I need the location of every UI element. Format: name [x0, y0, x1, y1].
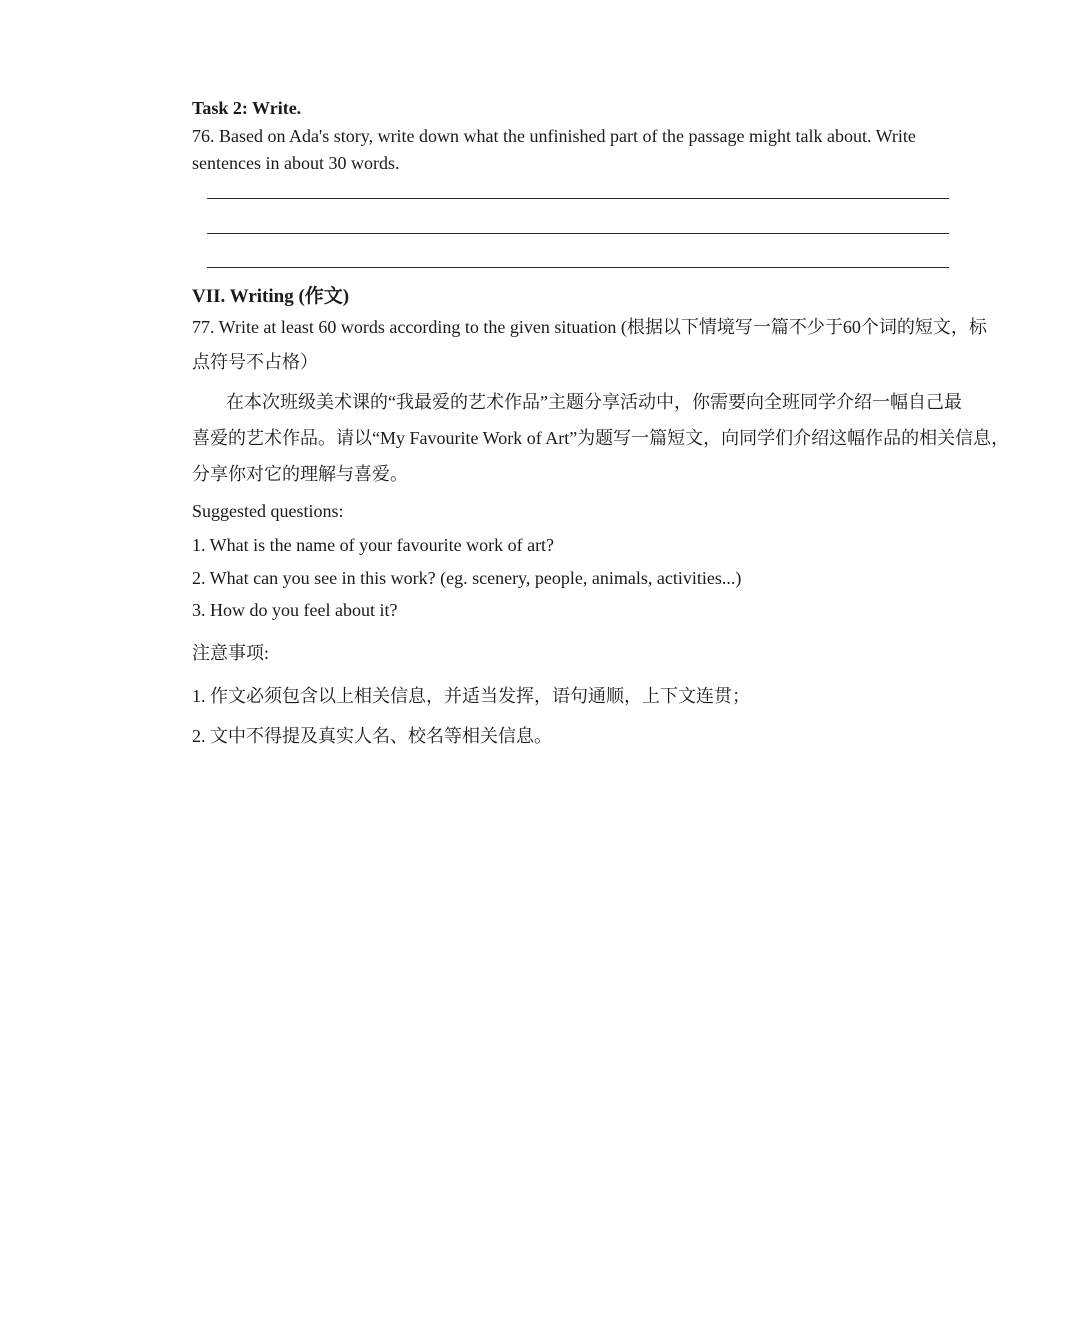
note-1: 1. 作文必须包含以上相关信息，并适当发挥，语句通顺，上下文连贯； — [192, 686, 750, 706]
question-76-text-line-2: sentences in about 30 words. — [192, 153, 400, 173]
answer-line-2 — [207, 233, 949, 234]
answer-line-1 — [207, 198, 949, 199]
question-77-text-line-2: 点符号不占格） — [192, 352, 318, 372]
notes-label: 注意事项: — [192, 643, 270, 663]
situation-paragraph-line-1 — [226, 390, 962, 414]
situation-paragraph-line-3: 分享你对它的理解与喜爱。 — [192, 464, 408, 484]
suggested-question-1: 1. What is the name of your favourite work of art? — [192, 535, 555, 555]
question-77-line-1: 77. Write at least 60 words according to the given situation (根据以下情境写一篇不少于60个词的短文，标 — [192, 317, 987, 337]
question-76-text-line-1 — [192, 124, 948, 148]
suggested-question-2: 2. What can you see in this work? (eg. scenery, people, animals, activities...) — [192, 568, 742, 588]
answer-line-3 — [207, 267, 949, 268]
writing-section-title: VII. Writing (作文) — [192, 286, 350, 307]
note-2: 2. 文中不得提及真实人名、校名等相关信息。 — [192, 726, 552, 746]
situation-paragraph-line-2: 喜爱的艺术作品。请以“My Favourite Work of Art”为题写一篇短文，向同学们介绍这幅作品的相关信息， — [192, 428, 1010, 448]
situation-line-1: 在本次班级美术课的“我最爱的艺术作品”主题分享活动中，你需要向全班同学介绍一幅自己最 — [226, 392, 962, 412]
question-77-text-line-1 — [192, 315, 987, 339]
question-76-line-1: 76. Based on Ada's story, write down what the unfinished part of the passage might talk about. Write — [192, 126, 916, 146]
task-2-title: Task 2: Write. — [192, 98, 302, 118]
suggested-question-3: 3. How do you feel about it? — [192, 600, 398, 620]
suggested-questions-label: Suggested questions: — [192, 501, 344, 521]
